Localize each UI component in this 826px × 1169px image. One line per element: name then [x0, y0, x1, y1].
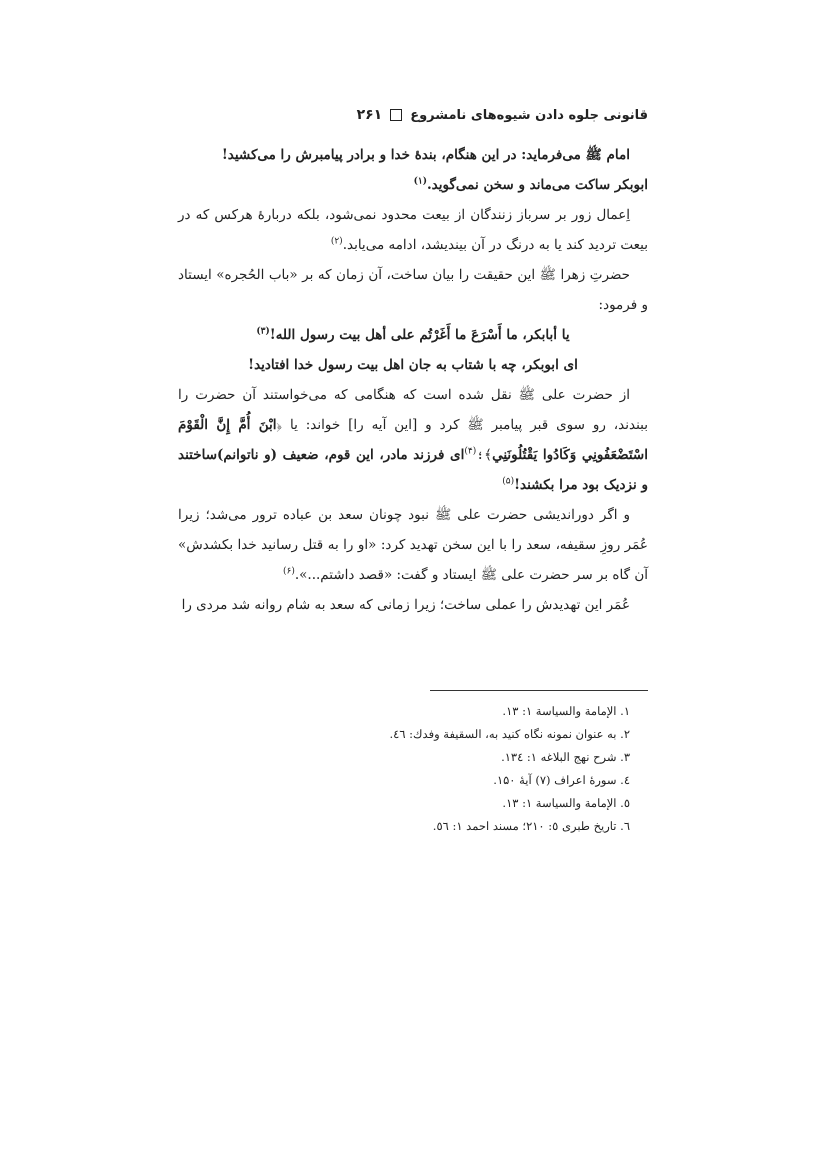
p4-after-verse: ﴾؛: [476, 447, 493, 463]
footnote-item: ۳. شرح نهج البلاغه ۱: ۱۳٤.: [501, 750, 630, 764]
p1-line2: ابوبکر ساکت می‌ماند و سخن نمی‌گوید.: [426, 177, 648, 193]
footnote-item: ۲. به عنوان نمونه نگاه کنید به، السقیفة وفدك: ٤٦.: [389, 727, 630, 741]
footnote-ref-1: (۱): [413, 176, 427, 187]
arabic-quote-text: یا أبابکر، ما أَسْرَعَ ما أَغَرْتُم علی أهل بیت رسول الله!: [269, 327, 570, 343]
p6-text: عُمَر این تهدیدش را عملی ساخت؛ زیرا زمانی که سعد به شام روانه شد مردی را: [181, 597, 630, 613]
header-title: قانونی جلوه دادن شیوه‌های نامشروع: [410, 107, 648, 123]
footnote-ref-2: (۲): [330, 236, 343, 247]
p4-translation: ای فرزند مادر، این قوم، ضعیف (و ناتوانم)ساختند و نزدیک بود مرا بکشند!: [178, 447, 648, 493]
p2-text: اِعمال زور بر سرباز زنندگان از بیعت محدود نمی‌شود، بلکه دربارهٔ هرکس که در بیعت تردید کند یا به درنگ در آن بیندیشد، ادامه می‌یابد.: [178, 207, 648, 253]
paragraph-1: [178, 140, 648, 200]
page-number: ۲۶۱: [356, 107, 383, 123]
quote-translation-text: ای ابوبکر، چه با شتاب به جان اهل بیت رسول خدا افتادید!: [248, 357, 578, 373]
running-header: [178, 100, 648, 130]
footnote-item: ٤. سورهٔ اعراف (۷) آیهٔ ۱۵۰.: [493, 773, 630, 787]
square-bullet-icon: [390, 109, 402, 121]
quote-translation: [178, 350, 648, 380]
p4-intro: از حضرت علی ﷺ نقل شده است که هنگامی که می‌خواستند آن حضرت را ببندند، رو سوی قبر پیامبر ﷺ کرد و [این آیه را] خواند: یا ﴿: [178, 387, 648, 433]
footnote-item: ۱. الإمامة والسیاسة ۱: ۱۳.: [502, 704, 630, 718]
arabic-quote: [178, 320, 648, 350]
paragraph-3: [178, 260, 648, 320]
footnote-ref-5: (۵): [502, 476, 515, 487]
paragraph-6: [178, 590, 648, 620]
paragraph-4: [178, 380, 648, 500]
footnote-ref-6: (۶): [282, 566, 295, 577]
quran-verse: ابْنَ أُمَّ إِنَّ الْقَوْمَ اسْتَضْعَفُونِي وَكَادُوا يَقْتُلُونَنِي: [178, 417, 648, 463]
footnote-ref-4: (۴): [464, 446, 477, 457]
p3-text: حضرتِ زهرا ﷺ این حقیقت را بیان ساخت، آن زمان که بر «باب الحُجره» ایستاد و فرمود:: [178, 267, 648, 313]
main-text: [178, 140, 648, 620]
p1-line1: امام ﷺ می‌فرماید: در این هنگام، بندهٔ خدا و برادر پیامبرش را می‌کشید!: [221, 147, 630, 163]
footnotes: [178, 700, 648, 838]
paragraph-2: [178, 200, 648, 260]
footnote-item: ٦. تاریخ طبری ٥: ۲۱۰؛ مسند احمد ۱: ٥٦.: [432, 819, 630, 833]
footnote-item: ٥. الإمامة والسیاسة ۱: ۱۳.: [502, 796, 630, 810]
p5-text: و اگر دوراندیشی حضرت علی ﷺ نبود چونان سعد بن عباده ترور می‌شد؛ زیرا عُمَر روزِ سقیفه، سعد را با این سخن تهدید کرد: «او را به قتل رسانید خدا بکشدش» آن گاه بر سر حضرت علی ﷺ ایستاد و گفت: «قصد داشتم...».: [178, 507, 648, 583]
paragraph-5: [178, 500, 648, 590]
footnote-divider: [430, 690, 648, 691]
footnote-ref-3: (۳): [256, 326, 270, 337]
